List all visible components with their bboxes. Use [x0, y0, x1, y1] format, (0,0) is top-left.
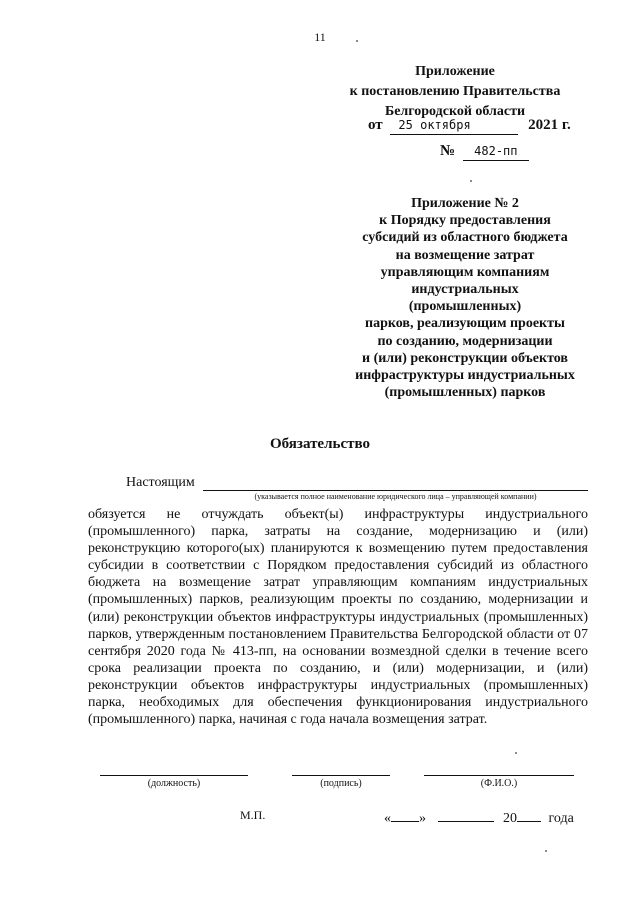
handwritten-number: 482-пп — [474, 144, 518, 158]
handwritten-date: 25 октября — [398, 118, 471, 132]
close-quote: » — [419, 811, 426, 826]
order-line: индустриальных (промышленных) — [408, 282, 522, 315]
order-line: и (или) реконструкции объектов — [362, 350, 568, 366]
number-prefix: № — [440, 143, 456, 159]
resolution-number — [440, 143, 529, 161]
order-line: парков, реализующим проекты — [365, 316, 565, 332]
signing-date — [384, 808, 574, 827]
page-number: 11 — [314, 30, 326, 44]
position-fill-line[interactable] — [100, 775, 248, 776]
full-name-fill-line[interactable] — [424, 775, 574, 776]
document-title: Обязательство — [270, 436, 370, 452]
date-prefix: от — [368, 117, 383, 133]
order-line: субсидий из областного бюджета — [362, 230, 568, 246]
scan-speck — [515, 752, 517, 754]
date-suffix: 2021 г. — [528, 117, 571, 133]
order-line: к Порядку предоставления — [379, 213, 551, 229]
body-first-word: Настоящим — [126, 475, 195, 490]
scan-speck — [545, 850, 547, 852]
day-fill-line[interactable] — [391, 808, 419, 822]
order-line: Приложение № 2 — [411, 196, 519, 211]
order-line: на возмещение затрат — [395, 247, 535, 263]
century-prefix: 20 — [503, 811, 517, 826]
obligation-body — [88, 506, 588, 728]
number-fill-line — [463, 143, 529, 161]
order-line: (промышленных) парков — [384, 385, 546, 401]
order-line: управляющим компаниям — [380, 264, 550, 280]
month-fill-line[interactable] — [438, 808, 494, 822]
signature-fill-line[interactable] — [292, 775, 390, 776]
appendix-line-2: Белгородской области — [384, 104, 526, 119]
order-line: по созданию, модернизации — [377, 333, 553, 349]
year-fill-line[interactable] — [517, 808, 541, 822]
order-appendix-block — [355, 195, 575, 401]
appendix-line-1: к постановлению Правительства — [349, 84, 561, 99]
stamp-place-label: М.П. — [240, 808, 266, 822]
obligation-paragraph: обязуется не отчуждать объект(ы) инфраструктуры индустриального (промышленного) парка, затраты на создание, модернизацию и (или) реконструкцию которого(ых) планируются к возмещению путем предоставления субсидии в соответствии с Порядком предоставления субсидий из областного бюджета на возмещение затрат управляющим компаниям индустриальных (промышленных) парков, реализующим проекты по созданию, модернизации и (или) реконструкции объектов инфраструктуры индустриальных (промышленных) парков, утвержденным постановлением Правительства Белгородской области от 07 сентября 2020 года № 413-пп, на основании возмездной сделки в течение всего срока реализации проекта по созданию, и (или) модернизации, и (или) реконструкции объектов инфраструктуры индустриальных (промышленных) парка, необходимых для обеспечения функционирования индустриального (промышленного) парка, начиная с года начала возмещения затрат. — [88, 507, 588, 728]
year-word: года — [548, 811, 574, 826]
scan-speck — [470, 180, 472, 182]
company-name-fill-line[interactable] — [203, 490, 588, 491]
scan-speck — [356, 40, 358, 42]
open-quote: « — [384, 811, 391, 826]
date-fill-line — [390, 117, 518, 135]
full-name-caption: (Ф.И.О.) — [480, 778, 518, 789]
signature-caption: (подпись) — [320, 778, 362, 789]
appendix-header — [330, 62, 580, 122]
order-line: инфраструктуры индустриальных — [355, 368, 575, 384]
appendix-title: Приложение — [415, 64, 495, 79]
position-caption: (должность) — [147, 778, 201, 789]
company-name-caption: (указывается полное наименование юридического лица – управляющей компании) — [254, 492, 537, 501]
resolution-date — [368, 117, 571, 135]
